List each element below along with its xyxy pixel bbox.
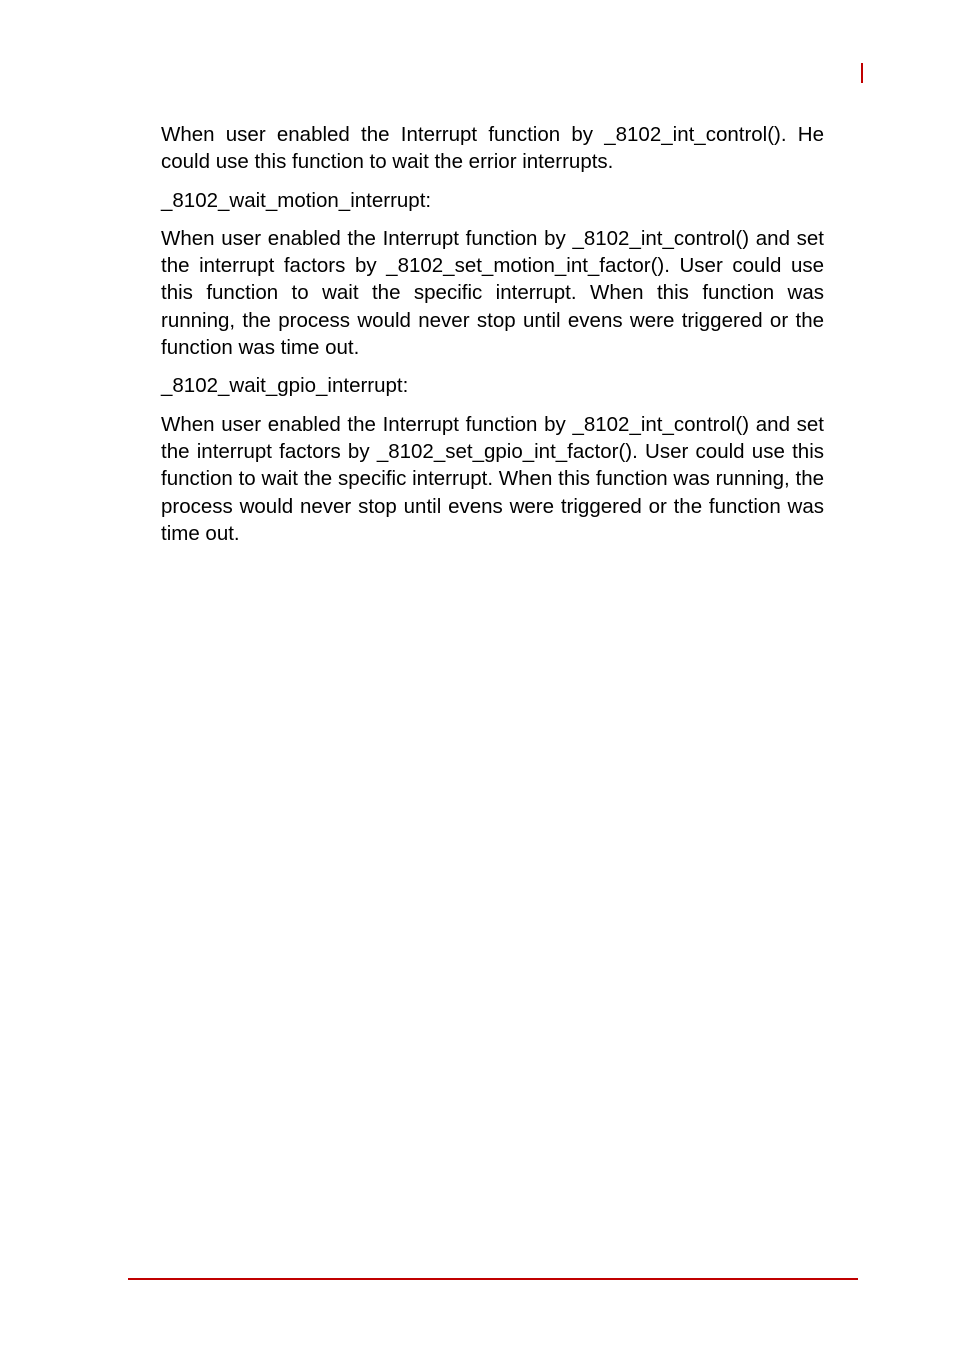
- intro-paragraph: When user enabled the Interrupt function by _8102_int_control(). He could use this function to wait the errior interrupts.: [161, 123, 824, 174]
- gpio-interrupt-heading: _8102_wait_gpio_interrupt:: [161, 374, 409, 398]
- page-body: [161, 121, 824, 558]
- footer-divider: [128, 1278, 858, 1280]
- motion-interrupt-heading: _8102_wait_motion_interrupt:: [161, 188, 432, 212]
- header-accent-bar: [861, 63, 863, 83]
- motion-interrupt-paragraph: When user enabled the Interrupt function by _8102_int_control() and set the interrupt factors by _8102_set_motion_int_factor(). User could use this function to wait the specific interrupt. When this function was running, the process would never stop until evens were triggered or the function was time out.: [161, 226, 824, 360]
- gpio-interrupt-paragraph: When user enabled the Interrupt function by _8102_int_control() and set the interrupt factors by _8102_set_gpio_int_factor(). User could use this function to wait the specific interrupt. When this function was running, the process would never stop until evens were triggered or the function was time out.: [161, 412, 824, 545]
